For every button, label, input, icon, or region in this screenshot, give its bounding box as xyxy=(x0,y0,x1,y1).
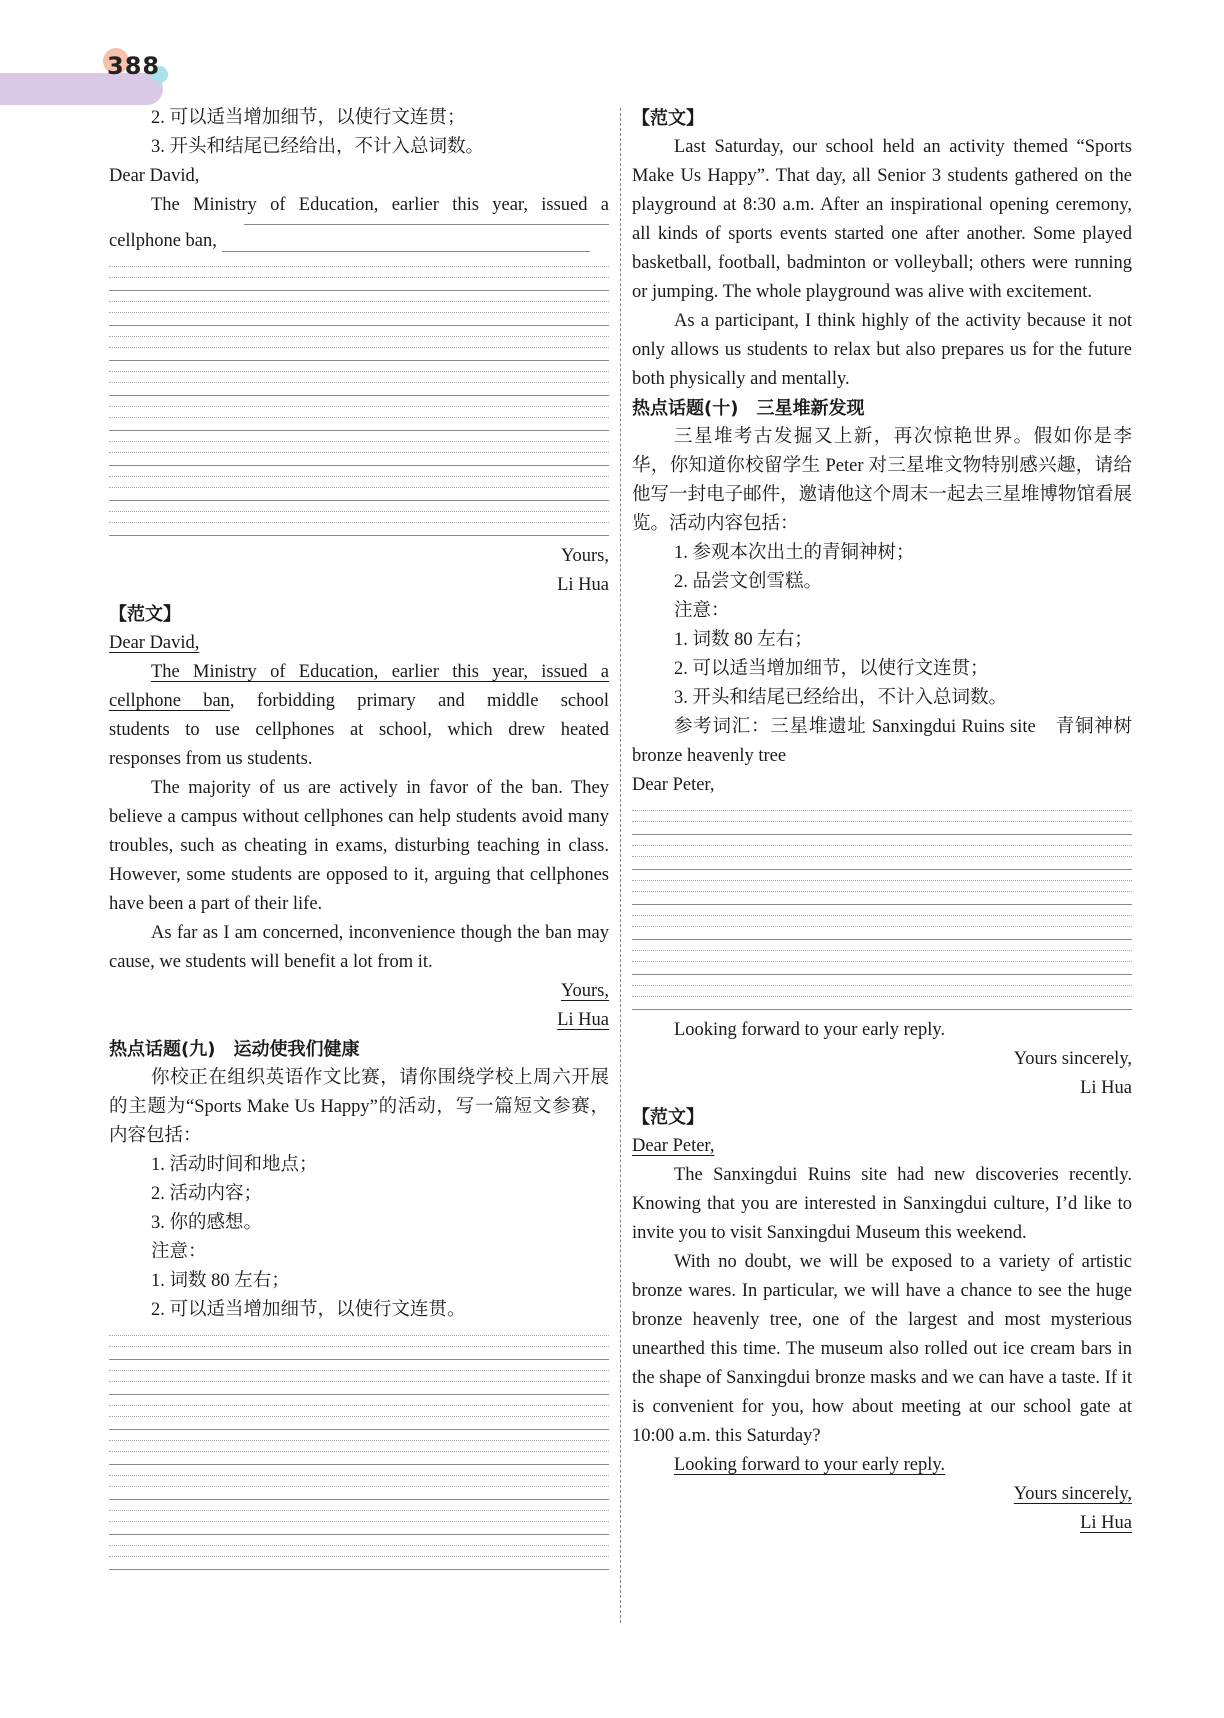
letter-opening: The Ministry of Education, earlier this year, issued a xyxy=(151,195,609,215)
sample-sentence: , forbidding primary and middle school xyxy=(229,691,609,711)
topic-prompt: 你校正在组织英语作文比赛，请你围绕学校上周六开展的主题为“Sports Make Us Happy”的活动，写一篇短文参赛，内容包括： xyxy=(109,1068,609,1146)
sample-heading: 【范文】 xyxy=(632,108,704,129)
page-number: 388 xyxy=(107,52,161,80)
sample-paragraph: The Sanxingdui Ruins site had new discoveries recently. Knowing that you are interested in Sanxingdui culture, I’d like to invite you to visit Sanxingdui Museum this weekend. xyxy=(632,1165,1132,1243)
sample-yours: Yours sincerely, xyxy=(1013,1484,1132,1504)
vocab-line: 参考词汇：三星堆遗址 Sanxingdui Ruins site 青铜神树 bronze heavenly tree xyxy=(632,717,1132,766)
note-line: 2. 可以适当增加细节，以使行文连贯。 xyxy=(151,1300,466,1320)
note-line: 3. 开头和结尾已经给出，不计入总词数。 xyxy=(151,137,485,157)
sample-sentence: responses from us students. xyxy=(109,749,313,769)
writing-area[interactable] xyxy=(109,1325,609,1570)
sample-paragraph: With no doubt, we will be exposed to a variety of artistic bronze wares. In particular, we will have a chance to see the huge bronze heavenly tree, one of the largest and most mysterious unearthed this time. The museum also rolled out ice cream bars in the shape of Sanxingdui bronze masks and we can have a taste. If it is convenient for you, how about meeting at our school gate at 10:00 a.m. this Saturday? xyxy=(632,1252,1132,1446)
column-divider xyxy=(620,108,621,1623)
letter-opening-continued: cellphone ban, xyxy=(109,231,217,251)
letter-greeting: Dear Peter, xyxy=(632,775,715,795)
sample-greeting: Dear Peter, xyxy=(632,1136,715,1156)
sample-underlined: cellphone ban xyxy=(109,691,230,711)
letter-greeting: Dear David, xyxy=(109,166,200,186)
topic-item: 2. 活动内容； xyxy=(151,1184,263,1204)
topic-item: 3. 你的感想。 xyxy=(151,1213,263,1233)
note-line: 2. 可以适当增加细节，以使行文连贯； xyxy=(151,108,466,128)
topic-prompt: 三星堆考古发掘又上新，再次惊艳世界。假如你是李华，你知道你校留学生 Peter 对三星堆文物特别感兴趣，请给他写一封电子邮件，邀请他这个周末一起去三星堆博物馆看展览。活动内容包括： xyxy=(632,427,1132,534)
topic-item: 2. 品尝文创雪糕。 xyxy=(674,572,823,592)
note-line: 2. 可以适当增加细节，以使行文连贯； xyxy=(674,659,989,679)
note-line: 1. 词数 80 左右； xyxy=(151,1271,290,1291)
topic-title: 热点话题(十) 三星堆新发现 xyxy=(632,398,865,419)
topic-item: 1. 参观本次出土的青铜神树； xyxy=(674,543,915,563)
sample-paragraph: As far as I am concerned, inconvenience though the ban may cause, we students will benefit a lot from it. xyxy=(109,923,609,972)
sample-yours: Yours, xyxy=(561,981,609,1001)
sample-heading: 【范文】 xyxy=(109,604,181,625)
closing-yours: Yours sincerely, xyxy=(1013,1049,1132,1069)
writing-area[interactable] xyxy=(109,256,609,536)
sample-name: Li Hua xyxy=(557,1010,609,1030)
sample-looking-forward: Looking forward to your early reply. xyxy=(674,1455,946,1475)
sample-sentence: students to use cellphones at school, which drew heated xyxy=(109,720,609,740)
sample-sentence: The Ministry of Education, earlier this year, issued a xyxy=(151,662,609,682)
sample-paragraph: Last Saturday, our school held an activity themed “Sports Make Us Happy”. That day, all Senior 3 students gathered on the playground at 8:30 a.m. After an inspirational opening ceremony, all kinds of sports events started one after another. Some played basketball, football, badminton or volleyball; others were running or jumping. The whole playground was alive with excitement. xyxy=(632,137,1132,302)
right-column xyxy=(632,104,1132,1538)
note-line: 1. 词数 80 左右； xyxy=(674,630,813,650)
writing-line[interactable] xyxy=(222,231,590,252)
closing-name: Li Hua xyxy=(557,575,609,595)
closing-yours: Yours, xyxy=(561,546,609,566)
writing-area[interactable] xyxy=(632,800,1132,1010)
letter-looking-forward: Looking forward to your early reply. xyxy=(674,1020,946,1040)
closing-name: Li Hua xyxy=(1080,1078,1132,1098)
sample-heading: 【范文】 xyxy=(632,1107,704,1128)
note-line: 3. 开头和结尾已经给出，不计入总词数。 xyxy=(674,688,1008,708)
left-column xyxy=(109,104,609,1570)
sample-name: Li Hua xyxy=(1080,1513,1132,1533)
sample-paragraph: The majority of us are actively in favor of the ban. They believe a campus without cellphones can help students avoid many troubles, such as cheating in exams, disturbing teaching in class. However, some students are opposed to it, arguing that cellphones have been a part of their life. xyxy=(109,778,609,914)
topic-item: 1. 活动时间和地点； xyxy=(151,1155,318,1175)
note-label: 注意： xyxy=(151,1242,207,1262)
topic-title: 热点话题(九) 运动使我们健康 xyxy=(109,1039,360,1060)
sample-paragraph: As a participant, I think highly of the activity because it not only allows us students to relax but also prepares us for the future both physically and mentally. xyxy=(632,311,1132,389)
note-label: 注意： xyxy=(674,601,730,621)
sample-greeting: Dear David, xyxy=(109,633,200,653)
